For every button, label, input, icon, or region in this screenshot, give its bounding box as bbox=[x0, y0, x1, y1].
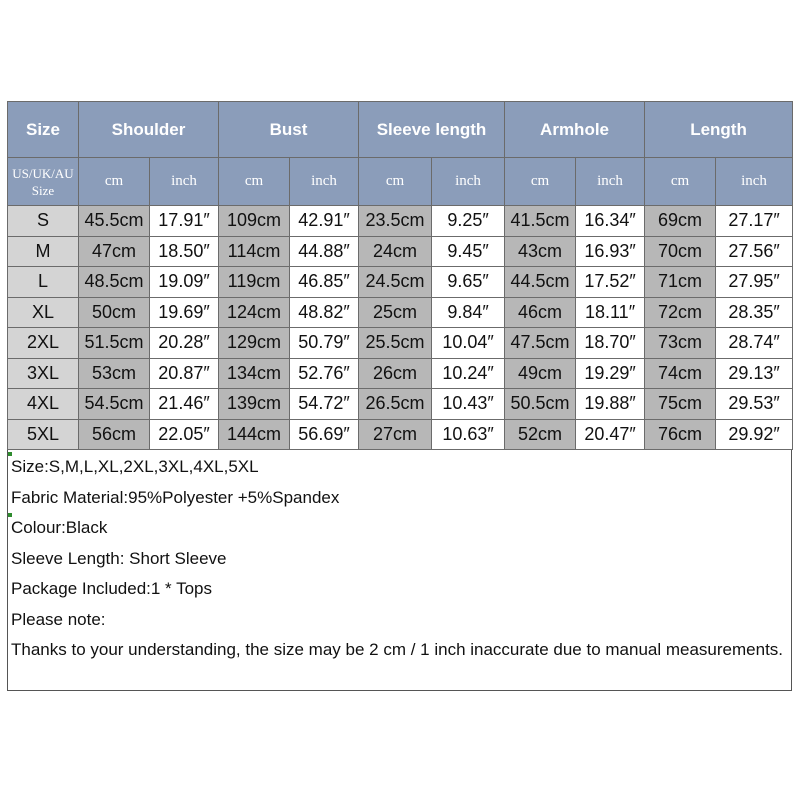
cell-shoulder-cm: 50cm bbox=[79, 297, 150, 328]
cell-bust-inch: 56.69″ bbox=[290, 419, 359, 450]
cell-length-cm: 72cm bbox=[645, 297, 716, 328]
cell-length-inch: 29.53″ bbox=[716, 389, 793, 420]
cell-shoulder-cm: 48.5cm bbox=[79, 267, 150, 298]
cell-bust-inch: 52.76″ bbox=[290, 358, 359, 389]
cell-shoulder-inch: 20.87″ bbox=[150, 358, 219, 389]
cell-sleeve-inch: 9.25″ bbox=[432, 206, 505, 237]
cell-sleeve-cm: 25.5cm bbox=[359, 328, 432, 359]
cell-armhole-inch: 19.88″ bbox=[576, 389, 645, 420]
cell-bust-cm: 144cm bbox=[219, 419, 290, 450]
cell-length-inch: 28.74″ bbox=[716, 328, 793, 359]
header-length: Length bbox=[645, 102, 793, 158]
unit-cm: cm bbox=[219, 158, 290, 206]
cell-armhole-inch: 20.47″ bbox=[576, 419, 645, 450]
cell-armhole-inch: 17.52″ bbox=[576, 267, 645, 298]
table-row bbox=[8, 267, 793, 298]
note-package: Package Included:1 * Tops bbox=[11, 579, 212, 598]
cell-sleeve-inch: 10.63″ bbox=[432, 419, 505, 450]
unit-cm: cm bbox=[505, 158, 576, 206]
header-shoulder: Shoulder bbox=[79, 102, 219, 158]
cell-sleeve-cm: 27cm bbox=[359, 419, 432, 450]
cell-shoulder-inch: 19.09″ bbox=[150, 267, 219, 298]
cell-length-cm: 73cm bbox=[645, 328, 716, 359]
cell-bust-cm: 129cm bbox=[219, 328, 290, 359]
unit-cm: cm bbox=[79, 158, 150, 206]
unit-inch: inch bbox=[716, 158, 793, 206]
header-sleeve-length: Sleeve length bbox=[359, 102, 505, 158]
cell-bust-cm: 124cm bbox=[219, 297, 290, 328]
cell-armhole-inch: 16.34″ bbox=[576, 206, 645, 237]
cell-size: 3XL bbox=[8, 358, 79, 389]
unit-inch: inch bbox=[432, 158, 505, 206]
unit-cm: cm bbox=[359, 158, 432, 206]
cell-length-inch: 27.56″ bbox=[716, 236, 793, 267]
table-row bbox=[8, 358, 793, 389]
cell-sleeve-inch: 10.04″ bbox=[432, 328, 505, 359]
note-please-note: Please note: bbox=[11, 609, 106, 629]
corner-marker bbox=[8, 513, 12, 517]
table-row bbox=[8, 206, 793, 237]
cell-armhole-cm: 52cm bbox=[505, 419, 576, 450]
size-region-label bbox=[8, 158, 79, 206]
cell-bust-cm: 109cm bbox=[219, 206, 290, 237]
cell-size: XL bbox=[8, 297, 79, 328]
cell-length-inch: 27.95″ bbox=[716, 267, 793, 298]
table-row bbox=[8, 236, 793, 267]
cell-bust-cm: 119cm bbox=[219, 267, 290, 298]
cell-size: 2XL bbox=[8, 328, 79, 359]
cell-armhole-inch: 16.93″ bbox=[576, 236, 645, 267]
header-size: Size bbox=[8, 102, 79, 158]
cell-armhole-inch: 18.11″ bbox=[576, 297, 645, 328]
cell-sleeve-cm: 24cm bbox=[359, 236, 432, 267]
cell-armhole-cm: 50.5cm bbox=[505, 389, 576, 420]
cell-shoulder-inch: 21.46″ bbox=[150, 389, 219, 420]
cell-armhole-cm: 44.5cm bbox=[505, 267, 576, 298]
table-row bbox=[8, 297, 793, 328]
cell-length-cm: 69cm bbox=[645, 206, 716, 237]
size-chart bbox=[7, 101, 792, 691]
product-notes bbox=[8, 452, 791, 666]
cell-shoulder-cm: 51.5cm bbox=[79, 328, 150, 359]
cell-sleeve-inch: 9.84″ bbox=[432, 297, 505, 328]
size-region-line1: US/UK/AU bbox=[12, 165, 74, 181]
note-colour: Colour:Black bbox=[11, 518, 108, 537]
cell-shoulder-inch: 20.28″ bbox=[150, 328, 219, 359]
note-fabric: Fabric Material:95%Polyester +5%Spandex bbox=[11, 487, 340, 507]
cell-sleeve-cm: 26cm bbox=[359, 358, 432, 389]
note-sleeve-length: Sleeve Length: Short Sleeve bbox=[11, 548, 227, 568]
cell-sleeve-cm: 26.5cm bbox=[359, 389, 432, 420]
cell-length-inch: 29.92″ bbox=[716, 419, 793, 450]
cell-armhole-cm: 49cm bbox=[505, 358, 576, 389]
header-armhole: Armhole bbox=[505, 102, 645, 158]
cell-length-inch: 29.13″ bbox=[716, 358, 793, 389]
cell-shoulder-cm: 45.5cm bbox=[79, 206, 150, 237]
cell-sleeve-cm: 23.5cm bbox=[359, 206, 432, 237]
table-row bbox=[8, 328, 793, 359]
cell-length-inch: 27.17″ bbox=[716, 206, 793, 237]
cell-shoulder-cm: 47cm bbox=[79, 236, 150, 267]
cell-bust-inch: 54.72″ bbox=[290, 389, 359, 420]
cell-sleeve-inch: 9.65″ bbox=[432, 267, 505, 298]
cell-shoulder-inch: 19.69″ bbox=[150, 297, 219, 328]
unit-inch: inch bbox=[576, 158, 645, 206]
cell-sleeve-inch: 10.43″ bbox=[432, 389, 505, 420]
size-rows bbox=[8, 206, 793, 450]
cell-shoulder-cm: 53cm bbox=[79, 358, 150, 389]
table-row bbox=[8, 419, 793, 450]
cell-length-inch: 28.35″ bbox=[716, 297, 793, 328]
cell-bust-cm: 114cm bbox=[219, 236, 290, 267]
cell-size: S bbox=[8, 206, 79, 237]
corner-marker bbox=[8, 452, 12, 456]
size-region-line2: Size bbox=[31, 182, 55, 198]
cell-armhole-cm: 46cm bbox=[505, 297, 576, 328]
cell-sleeve-cm: 25cm bbox=[359, 297, 432, 328]
cell-size: 4XL bbox=[8, 389, 79, 420]
header-row bbox=[8, 102, 793, 158]
cell-armhole-cm: 43cm bbox=[505, 236, 576, 267]
cell-armhole-inch: 19.29″ bbox=[576, 358, 645, 389]
note-disclaimer: Thanks to your understanding, the size may be 2 cm / 1 inch inaccurate due to manual measurements. bbox=[11, 640, 784, 659]
cell-bust-inch: 44.88″ bbox=[290, 236, 359, 267]
cell-size: 5XL bbox=[8, 419, 79, 450]
cell-length-cm: 75cm bbox=[645, 389, 716, 420]
cell-bust-inch: 50.79″ bbox=[290, 328, 359, 359]
unit-cm: cm bbox=[645, 158, 716, 206]
cell-shoulder-cm: 54.5cm bbox=[79, 389, 150, 420]
cell-armhole-cm: 47.5cm bbox=[505, 328, 576, 359]
table-row bbox=[8, 389, 793, 420]
cell-length-cm: 76cm bbox=[645, 419, 716, 450]
unit-row bbox=[8, 158, 793, 206]
cell-length-cm: 74cm bbox=[645, 358, 716, 389]
cell-bust-inch: 48.82″ bbox=[290, 297, 359, 328]
cell-armhole-inch: 18.70″ bbox=[576, 328, 645, 359]
cell-shoulder-inch: 18.50″ bbox=[150, 236, 219, 267]
cell-size: M bbox=[8, 236, 79, 267]
cell-shoulder-inch: 22.05″ bbox=[150, 419, 219, 450]
header-bust: Bust bbox=[219, 102, 359, 158]
cell-length-cm: 71cm bbox=[645, 267, 716, 298]
unit-inch: inch bbox=[290, 158, 359, 206]
cell-length-cm: 70cm bbox=[645, 236, 716, 267]
cell-bust-inch: 42.91″ bbox=[290, 206, 359, 237]
cell-bust-cm: 139cm bbox=[219, 389, 290, 420]
cell-shoulder-cm: 56cm bbox=[79, 419, 150, 450]
cell-sleeve-inch: 10.24″ bbox=[432, 358, 505, 389]
size-table bbox=[7, 101, 793, 450]
cell-bust-cm: 134cm bbox=[219, 358, 290, 389]
cell-sleeve-cm: 24.5cm bbox=[359, 267, 432, 298]
cell-bust-inch: 46.85″ bbox=[290, 267, 359, 298]
unit-inch: inch bbox=[150, 158, 219, 206]
cell-size: L bbox=[8, 267, 79, 298]
cell-armhole-cm: 41.5cm bbox=[505, 206, 576, 237]
cell-shoulder-inch: 17.91″ bbox=[150, 206, 219, 237]
cell-sleeve-inch: 9.45″ bbox=[432, 236, 505, 267]
note-sizes: Size:S,M,L,XL,2XL,3XL,4XL,5XL bbox=[11, 457, 259, 476]
